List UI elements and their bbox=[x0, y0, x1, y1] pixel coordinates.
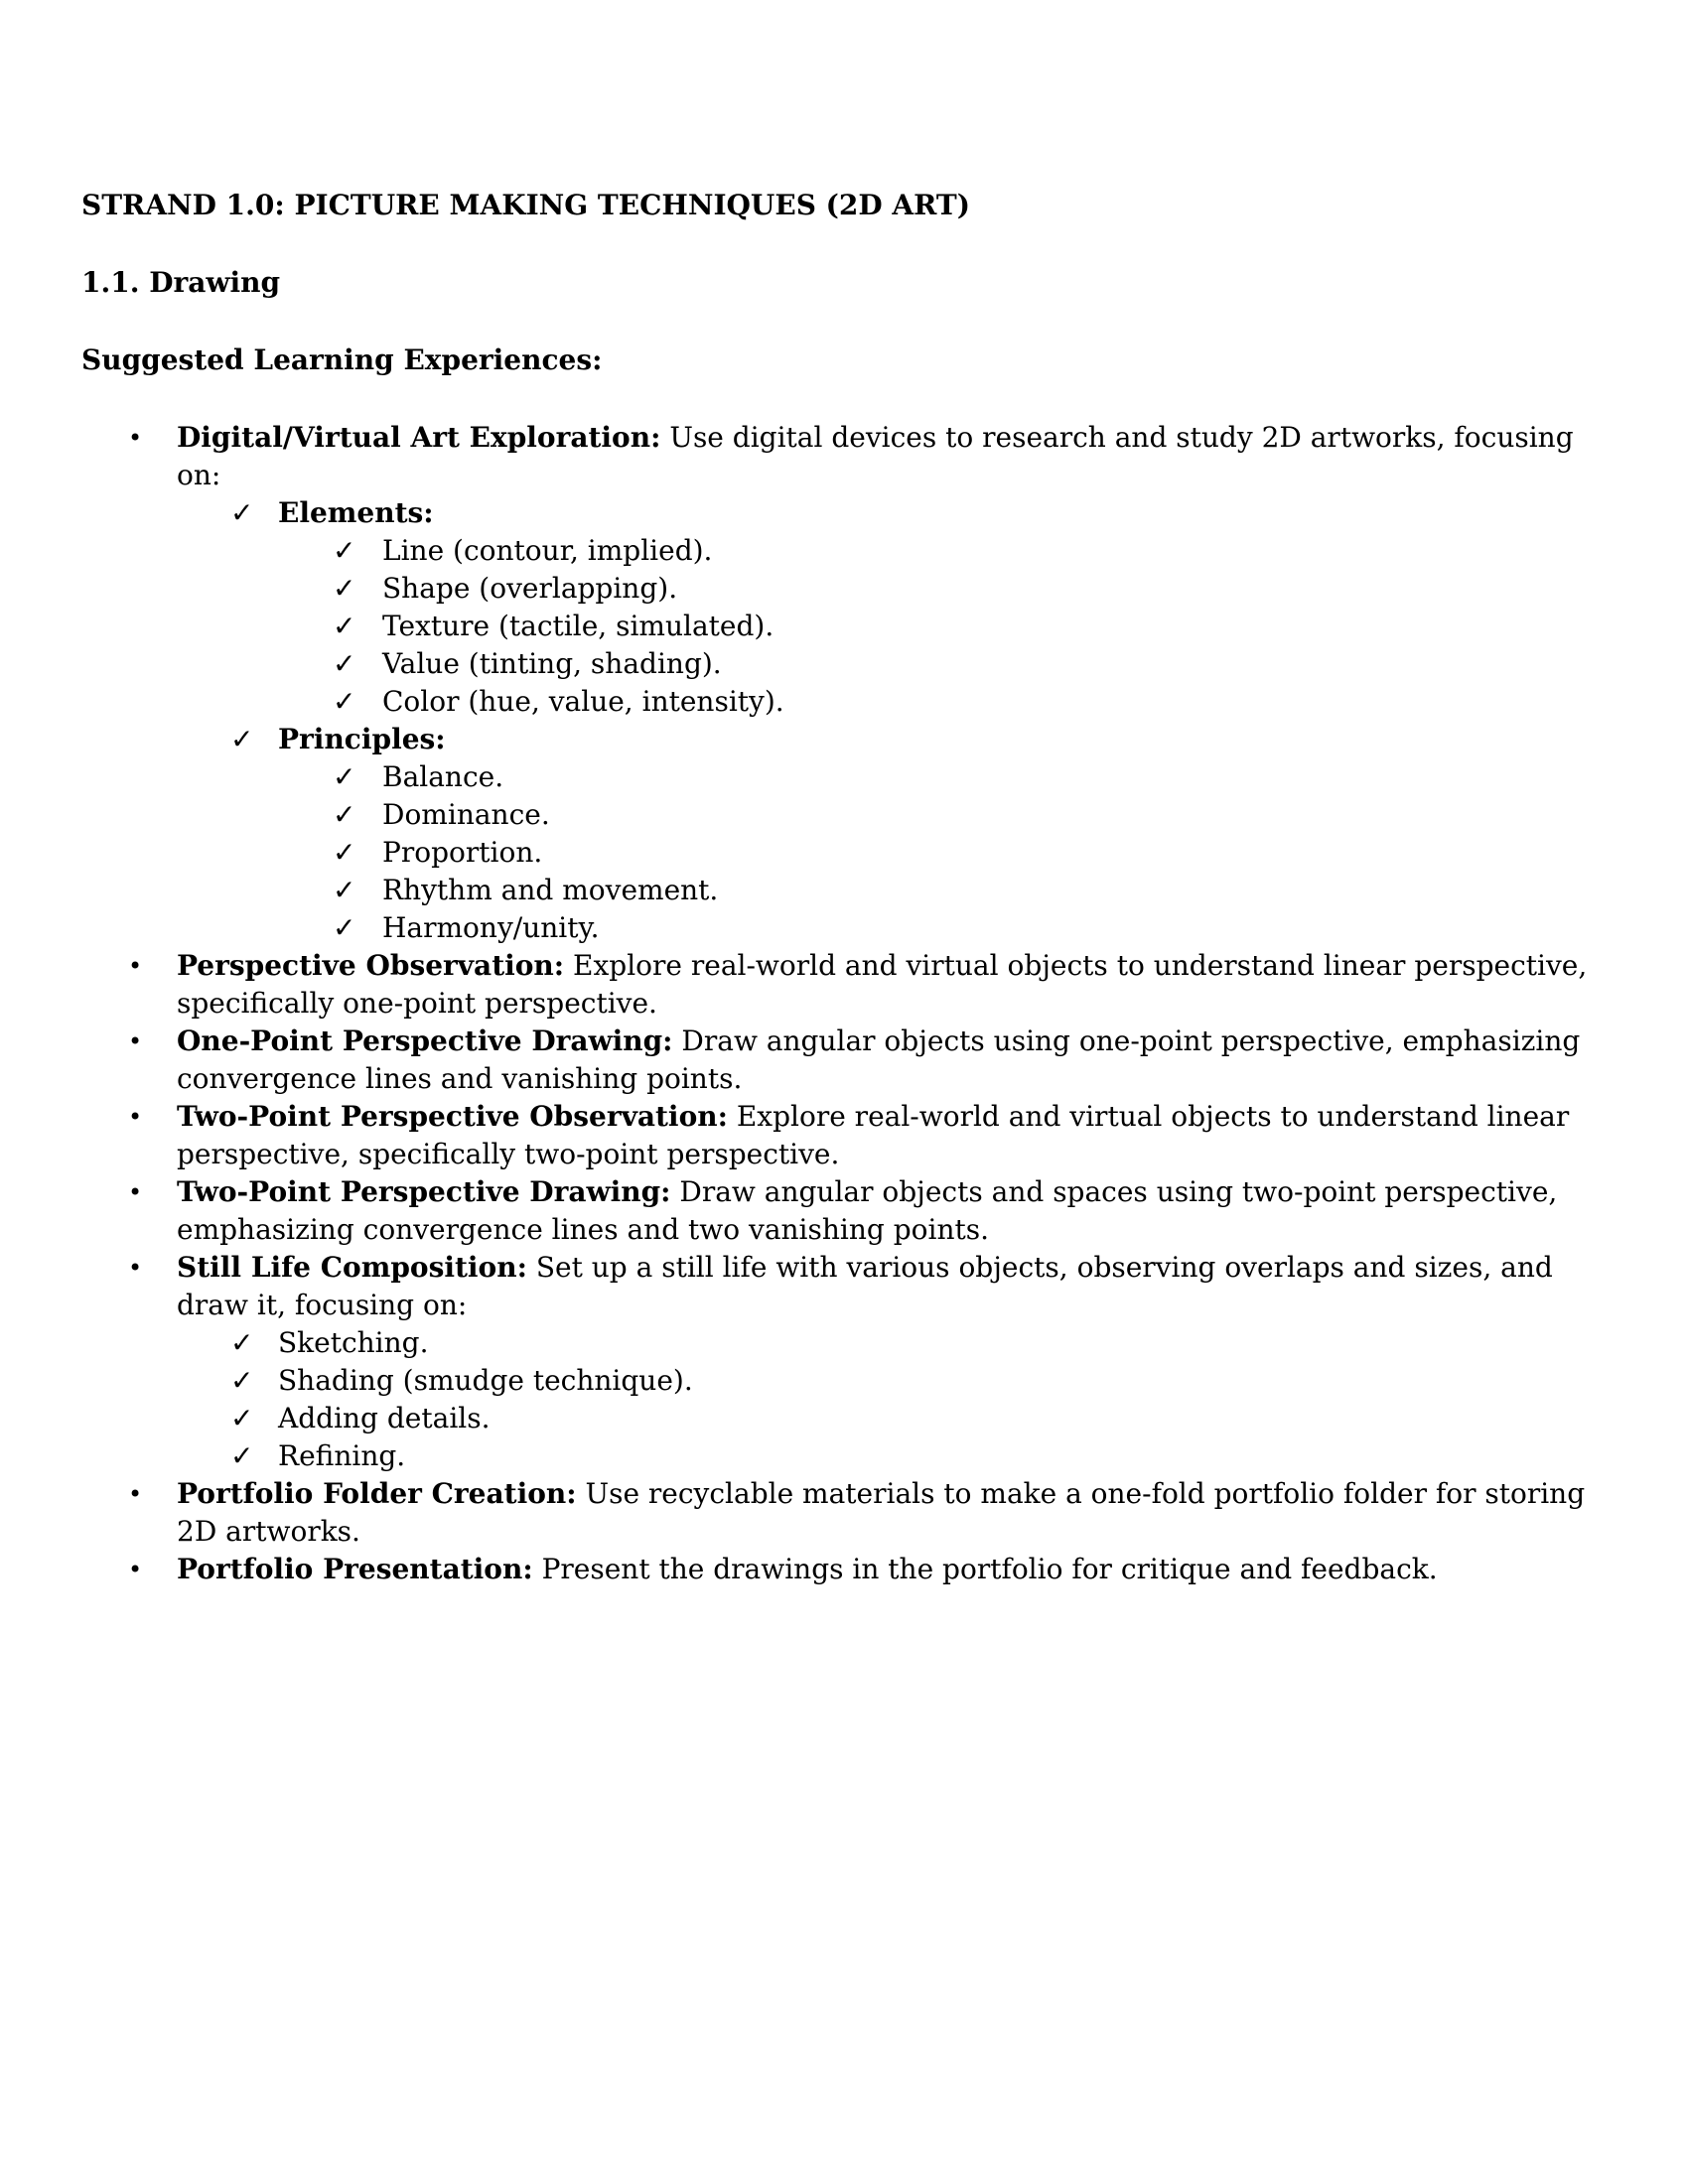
experiences-list bbox=[81, 419, 1601, 1588]
check-icon: ✓ bbox=[230, 1364, 254, 1397]
list-item-label: Portfolio Presentation: bbox=[177, 1553, 533, 1585]
list-item-label: One-Point Perspective Drawing: bbox=[177, 1024, 673, 1057]
list-item-text: Shape (overlapping). bbox=[382, 572, 678, 605]
bullet-icon: • bbox=[128, 952, 143, 980]
list-item bbox=[81, 1023, 1601, 1098]
list-item-label: Digital/Virtual Art Exploration: bbox=[177, 421, 661, 454]
list-item bbox=[81, 1324, 1601, 1362]
check-icon: ✓ bbox=[333, 836, 356, 869]
list-item bbox=[81, 796, 1601, 834]
check-icon: ✓ bbox=[333, 572, 356, 605]
list-item-label: Still Life Composition: bbox=[177, 1251, 527, 1284]
bullet-icon: • bbox=[128, 1103, 143, 1131]
check-icon: ✓ bbox=[230, 723, 254, 755]
check-icon: ✓ bbox=[333, 685, 356, 718]
list-item-text: Proportion. bbox=[382, 836, 543, 869]
list-item bbox=[81, 1551, 1601, 1588]
check-icon: ✓ bbox=[333, 911, 356, 944]
check-icon: ✓ bbox=[230, 1326, 254, 1359]
bullet-icon: • bbox=[128, 1556, 143, 1583]
list-item-text bbox=[177, 1173, 1601, 1249]
list-item-text: Shading (smudge technique). bbox=[278, 1364, 693, 1397]
list-item bbox=[81, 1437, 1601, 1475]
list-item-text: Dominance. bbox=[382, 798, 550, 831]
list-item-label: Two-Point Perspective Drawing: bbox=[177, 1175, 671, 1208]
check-icon: ✓ bbox=[333, 798, 356, 831]
list-item-desc: Set up a still life with various objects, observing overlaps and sizes, and draw it, focusing on: bbox=[177, 1251, 1553, 1321]
list-item-label: Principles: bbox=[278, 723, 446, 755]
list-item-text: Refining. bbox=[278, 1439, 406, 1472]
list-item-text bbox=[177, 1023, 1601, 1098]
bullet-icon: • bbox=[128, 1480, 143, 1508]
list-item-text bbox=[177, 419, 1601, 494]
list-item bbox=[81, 1098, 1601, 1173]
check-icon: ✓ bbox=[333, 610, 356, 642]
list-item-label: Perspective Observation: bbox=[177, 949, 565, 982]
list-item-text bbox=[177, 1249, 1601, 1324]
check-icon: ✓ bbox=[230, 496, 254, 529]
bullet-icon: • bbox=[128, 424, 143, 452]
list-item bbox=[81, 419, 1601, 494]
list-item-text: Color (hue, value, intensity). bbox=[382, 685, 784, 718]
bullet-icon: • bbox=[128, 1254, 143, 1282]
bullet-icon: • bbox=[128, 1027, 143, 1055]
list-item-text: Rhythm and movement. bbox=[382, 874, 719, 906]
list-item bbox=[81, 645, 1601, 683]
list-item-text: Texture (tactile, simulated). bbox=[382, 610, 774, 642]
list-item bbox=[81, 909, 1601, 947]
list-item bbox=[81, 1249, 1601, 1324]
bullet-icon: • bbox=[128, 1178, 143, 1206]
list-item bbox=[81, 608, 1601, 645]
check-icon: ✓ bbox=[333, 760, 356, 793]
list-item bbox=[81, 947, 1601, 1023]
check-icon: ✓ bbox=[230, 1439, 254, 1472]
check-icon: ✓ bbox=[230, 1402, 254, 1434]
list-item bbox=[81, 1362, 1601, 1400]
list-item-desc: Explore real-world and virtual objects to understand linear perspective, specifically one-point perspective. bbox=[177, 949, 1588, 1020]
list-item-text: Line (contour, implied). bbox=[382, 534, 713, 567]
list-item bbox=[81, 570, 1601, 608]
list-item bbox=[81, 1475, 1601, 1551]
list-item-desc: Draw angular objects and spaces using two-point perspective, emphasizing convergence lines and two vanishing points. bbox=[177, 1175, 1558, 1246]
list-item-text: Balance. bbox=[382, 760, 504, 793]
list-item-text bbox=[177, 1551, 1601, 1588]
list-item bbox=[81, 532, 1601, 570]
list-item bbox=[81, 758, 1601, 796]
list-item-desc: Use digital devices to research and study 2D artworks, focusing on: bbox=[177, 421, 1574, 491]
list-item-desc: Draw angular objects using one-point perspective, emphasizing convergence lines and vanishing points. bbox=[177, 1024, 1581, 1095]
list-item-text bbox=[177, 947, 1601, 1023]
list-item-text: Value (tinting, shading). bbox=[382, 647, 722, 680]
list-item-text: Harmony/unity. bbox=[382, 911, 600, 944]
list-item bbox=[81, 1173, 1601, 1249]
list-item-desc: Explore real-world and virtual objects to understand linear perspective, specifically two-point perspective. bbox=[177, 1100, 1570, 1170]
list-item bbox=[81, 1400, 1601, 1437]
list-item-label: Portfolio Folder Creation: bbox=[177, 1477, 577, 1510]
list-item-desc: Use recyclable materials to make a one-fold portfolio folder for storing 2D artworks. bbox=[177, 1477, 1586, 1548]
list-item-desc: Present the drawings in the portfolio for critique and feedback. bbox=[541, 1553, 1438, 1585]
list-item-text bbox=[177, 1475, 1601, 1551]
list-item bbox=[81, 834, 1601, 872]
list-item-text bbox=[177, 1098, 1601, 1173]
list-item bbox=[81, 683, 1601, 721]
list-item bbox=[81, 494, 1601, 532]
check-icon: ✓ bbox=[333, 534, 356, 567]
check-icon: ✓ bbox=[333, 874, 356, 906]
list-item-label: Two-Point Perspective Observation: bbox=[177, 1100, 728, 1133]
section-heading: 1.1. Drawing bbox=[81, 266, 281, 299]
check-icon: ✓ bbox=[333, 647, 356, 680]
list-item bbox=[81, 721, 1601, 758]
list-item-text: Adding details. bbox=[278, 1402, 491, 1434]
list-item bbox=[81, 872, 1601, 909]
strand-title: STRAND 1.0: PICTURE MAKING TECHNIQUES (2D ART) bbox=[81, 189, 971, 221]
subsection-heading: Suggested Learning Experiences: bbox=[81, 343, 603, 376]
list-item-label: Elements: bbox=[278, 496, 434, 529]
list-item-text: Sketching. bbox=[278, 1326, 429, 1359]
